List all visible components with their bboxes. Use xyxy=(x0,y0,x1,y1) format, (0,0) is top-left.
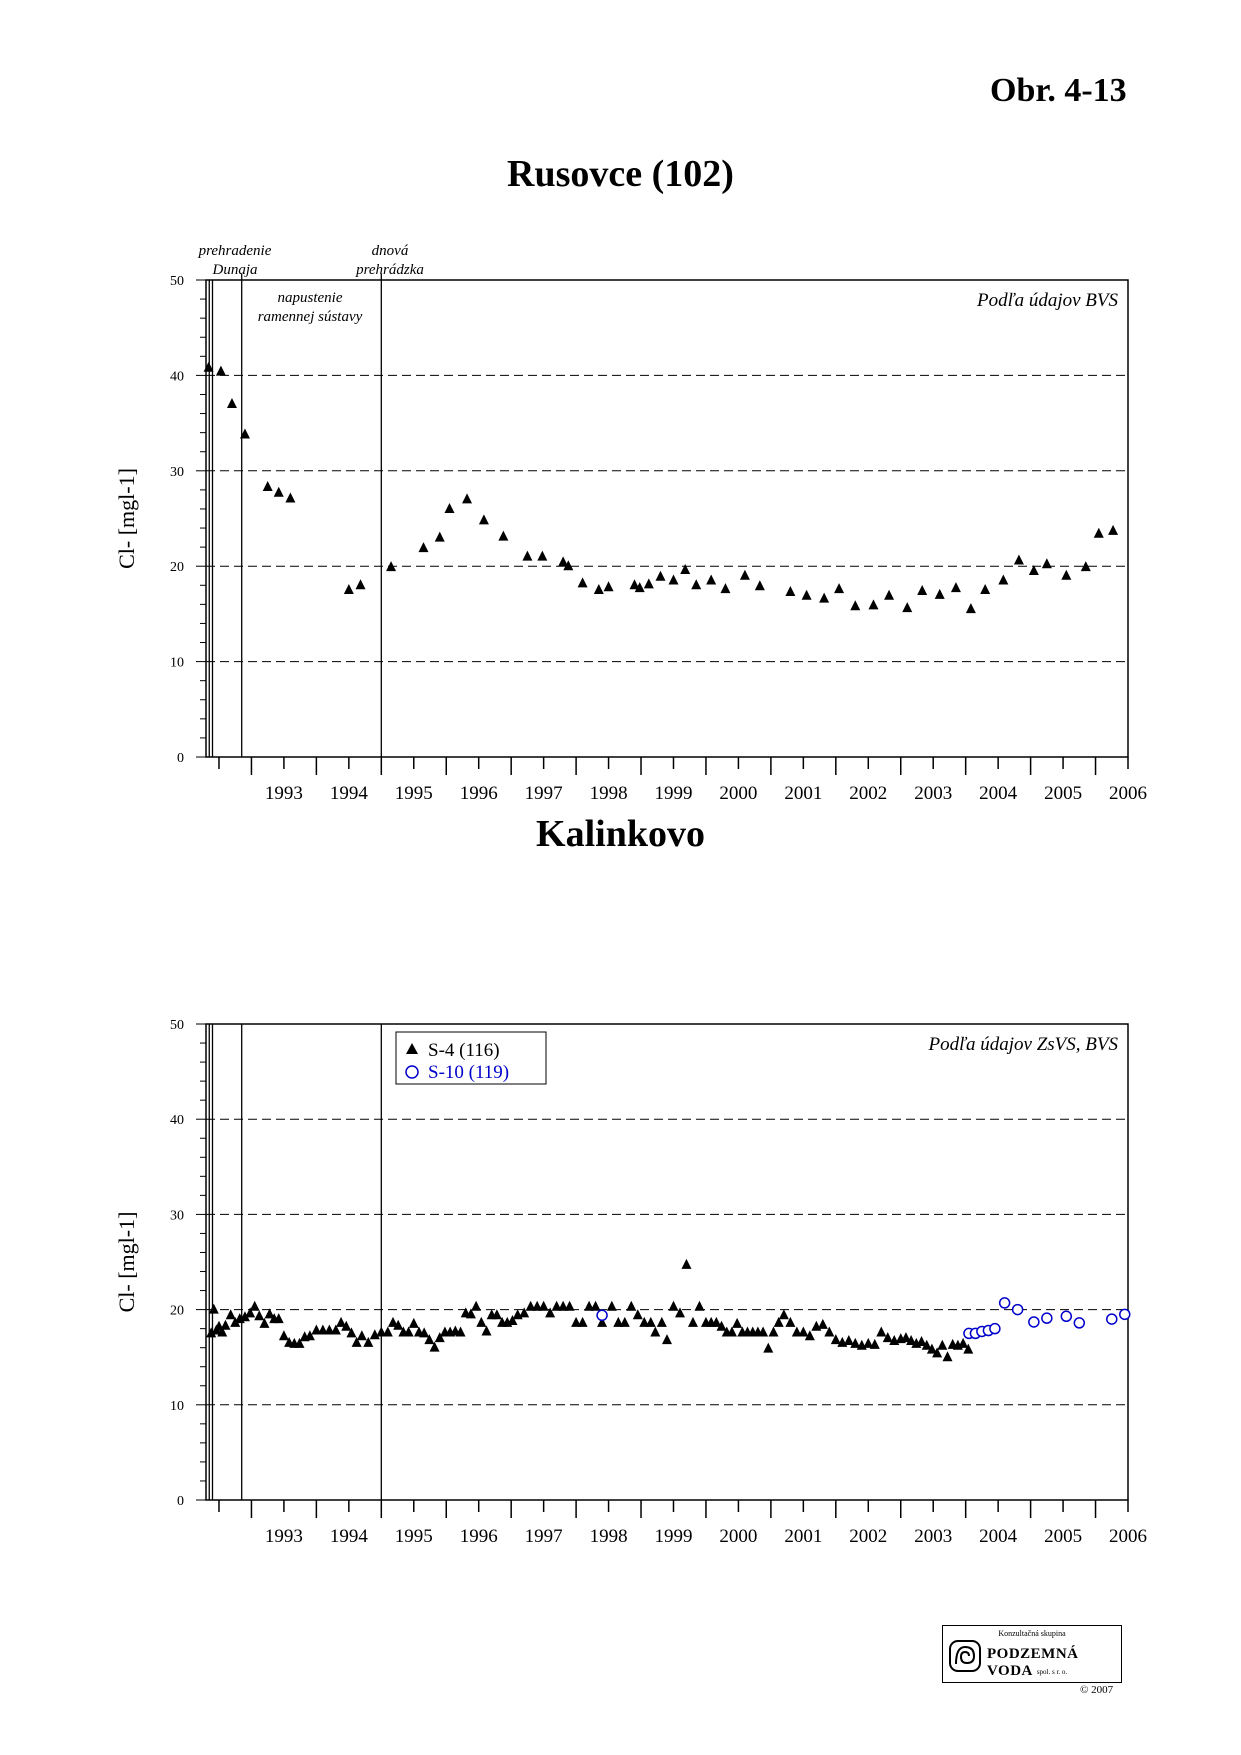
data-point-triangle xyxy=(383,1326,393,1336)
y-tick-label: 10 xyxy=(170,1398,184,1414)
data-point-triangle xyxy=(688,1317,698,1327)
data-point-triangle xyxy=(870,1339,880,1349)
x-tick-label: 2004 xyxy=(979,1526,1018,1547)
data-point-triangle xyxy=(476,1317,486,1327)
logo-line3: spol. s r. o. xyxy=(1036,1668,1068,1676)
data-point-triangle xyxy=(607,1301,617,1311)
y-tick-label: 20 xyxy=(170,560,184,576)
data-point-triangle xyxy=(220,1320,230,1330)
data-point-triangle xyxy=(633,1309,643,1319)
x-tick-label: 2000 xyxy=(719,1526,758,1547)
data-point-circle xyxy=(990,1324,1000,1334)
y-tick-label: 50 xyxy=(170,274,184,289)
x-tick-label: 2004 xyxy=(979,783,1018,804)
data-point-triangle xyxy=(951,582,961,592)
data-point-triangle xyxy=(779,1309,789,1319)
data-point-triangle xyxy=(844,1335,854,1345)
data-point-triangle xyxy=(902,602,912,612)
logo-name: PODZEMNÁ VODA xyxy=(987,1646,1079,1679)
data-point-circle xyxy=(1061,1311,1071,1321)
data-point-triangle xyxy=(409,1318,419,1328)
data-point-triangle xyxy=(1108,525,1118,535)
data-point-triangle xyxy=(657,1317,667,1327)
x-tick-label: 1999 xyxy=(654,783,693,804)
x-tick-label: 1998 xyxy=(589,1526,628,1547)
x-tick-label: 1999 xyxy=(654,1526,693,1547)
logo-line1: Konzultačná skupina xyxy=(998,1629,1066,1638)
data-point-circle xyxy=(597,1310,607,1320)
x-tick-label: 1998 xyxy=(589,783,628,804)
x-tick-label: 1995 xyxy=(394,1526,433,1547)
data-point-triangle xyxy=(591,1301,601,1311)
data-point-triangle xyxy=(732,1318,742,1328)
data-point-triangle xyxy=(1061,570,1071,580)
data-point-triangle xyxy=(868,599,878,609)
x-tick-label: 1997 xyxy=(524,1526,563,1547)
y-tick-label: 40 xyxy=(170,1113,184,1129)
x-tick-label: 2006 xyxy=(1109,783,1147,804)
y-tick-label: 50 xyxy=(170,1018,184,1033)
y-tick-label: 0 xyxy=(177,751,184,766)
data-point-triangle xyxy=(419,542,429,552)
x-tick-label: 1994 xyxy=(329,783,368,804)
x-tick-label: 2002 xyxy=(849,1526,888,1547)
data-point-triangle xyxy=(763,1343,773,1353)
data-point-triangle xyxy=(980,584,990,594)
chart-title-rusovce: Rusovce (102) xyxy=(507,153,734,195)
data-point-circle xyxy=(1042,1313,1052,1323)
data-point-triangle xyxy=(819,593,829,603)
x-tick-label: 2005 xyxy=(1044,1526,1083,1547)
chart-title-kalinkovo: Kalinkovo xyxy=(536,813,705,855)
data-point-triangle xyxy=(216,366,226,376)
plot-frame xyxy=(206,1024,1128,1500)
data-point-triangle xyxy=(1014,554,1024,564)
data-point-triangle xyxy=(656,571,666,581)
data-point-triangle xyxy=(471,1301,481,1311)
data-point-triangle xyxy=(479,514,489,524)
x-tick-label: 1996 xyxy=(459,783,498,804)
event-label: prehrádzka xyxy=(356,262,424,278)
data-point-triangle xyxy=(646,1317,656,1327)
x-tick-label: 1993 xyxy=(264,783,303,804)
data-point-triangle xyxy=(444,503,454,513)
data-point-triangle xyxy=(680,564,690,574)
event-label: dnová xyxy=(371,243,409,259)
data-point-triangle xyxy=(668,575,678,585)
data-point-triangle xyxy=(435,532,445,542)
data-point-triangle xyxy=(958,1338,968,1348)
data-point-circle xyxy=(1120,1309,1130,1319)
y-axis-label: Cl- [mgl-1] xyxy=(114,1211,139,1313)
data-point-triangle xyxy=(1042,558,1052,568)
data-point-triangle xyxy=(706,575,716,585)
data-point-triangle xyxy=(668,1301,678,1311)
x-tick-label: 2002 xyxy=(849,783,888,804)
data-point-triangle xyxy=(344,584,354,594)
data-point-triangle xyxy=(594,584,604,594)
x-tick-label: 1994 xyxy=(329,1526,368,1547)
data-point-triangle xyxy=(998,575,1008,585)
data-point-triangle xyxy=(462,493,472,503)
data-point-triangle xyxy=(578,1317,588,1327)
data-point-triangle xyxy=(498,531,508,541)
data-point-triangle xyxy=(884,590,894,600)
y-tick-label: 20 xyxy=(170,1303,184,1319)
event-label: prehradenie xyxy=(198,243,272,259)
data-point-triangle xyxy=(691,579,701,589)
data-point-triangle xyxy=(802,590,812,600)
data-point-triangle xyxy=(1094,528,1104,538)
legend-marker-circle xyxy=(406,1066,418,1078)
data-point-triangle xyxy=(226,1309,236,1319)
data-point-triangle xyxy=(644,578,654,588)
x-tick-label: 1993 xyxy=(264,1526,303,1547)
data-point-triangle xyxy=(620,1317,630,1327)
source-note: Podľa údajov ZsVS, BVS xyxy=(928,1034,1118,1055)
company-logo xyxy=(942,1625,1122,1683)
legend-label: S-10 (119) xyxy=(428,1062,510,1083)
data-point-triangle xyxy=(834,583,844,593)
x-tick-label: 2000 xyxy=(719,783,758,804)
data-point-circle xyxy=(1013,1305,1023,1315)
data-point-triangle xyxy=(850,600,860,610)
x-tick-label: 2001 xyxy=(784,783,823,804)
data-point-triangle xyxy=(935,589,945,599)
data-point-triangle xyxy=(876,1326,886,1336)
data-point-circle xyxy=(1000,1298,1010,1308)
x-tick-label: 1997 xyxy=(524,783,563,804)
data-point-triangle xyxy=(650,1326,660,1336)
plot-frame xyxy=(206,280,1128,757)
data-point-triangle xyxy=(285,492,295,502)
data-point-triangle xyxy=(357,1330,367,1340)
period-label: napustenie xyxy=(277,290,343,306)
data-point-triangle xyxy=(681,1259,691,1269)
y-tick-label: 40 xyxy=(170,369,184,385)
y-tick-label: 10 xyxy=(170,655,184,671)
period-label: ramennej sústavy xyxy=(257,309,363,325)
data-point-circle xyxy=(1029,1317,1039,1327)
data-point-circle xyxy=(1074,1318,1084,1328)
event-label: Dunaja xyxy=(212,262,258,278)
source-note: Podľa údajov BVS xyxy=(977,290,1118,311)
x-tick-label: 1995 xyxy=(394,783,433,804)
x-tick-label: 2001 xyxy=(784,1526,823,1547)
logo-copyright: © 2007 xyxy=(1080,1684,1114,1696)
x-tick-label: 2005 xyxy=(1044,783,1083,804)
data-point-triangle xyxy=(227,398,237,408)
data-point-circle xyxy=(1107,1314,1117,1324)
data-point-triangle xyxy=(768,1326,778,1336)
data-point-triangle xyxy=(966,603,976,613)
data-point-triangle xyxy=(604,581,614,591)
data-point-triangle xyxy=(818,1319,828,1329)
data-point-triangle xyxy=(740,570,750,580)
y-tick-label: 30 xyxy=(170,464,184,480)
y-tick-label: 0 xyxy=(177,1494,184,1509)
data-point-triangle xyxy=(356,579,366,589)
x-tick-label: 1996 xyxy=(459,1526,498,1547)
data-point-triangle xyxy=(937,1340,947,1350)
data-point-triangle xyxy=(565,1301,575,1311)
data-point-triangle xyxy=(279,1330,289,1340)
data-point-triangle xyxy=(694,1301,704,1311)
x-tick-label: 2003 xyxy=(914,783,953,804)
data-point-triangle xyxy=(662,1334,672,1344)
legend-label: S-4 (116) xyxy=(428,1040,500,1061)
x-tick-label: 2003 xyxy=(914,1526,953,1547)
data-point-triangle xyxy=(755,580,765,590)
y-tick-label: 30 xyxy=(170,1208,184,1224)
data-point-triangle xyxy=(942,1351,952,1361)
data-point-triangle xyxy=(720,583,730,593)
data-point-triangle xyxy=(917,585,927,595)
figure-label: Obr. 4-13 xyxy=(990,72,1127,109)
y-axis-label: Cl- [mgl-1] xyxy=(114,468,139,569)
data-point-triangle xyxy=(209,1304,219,1314)
data-point-triangle xyxy=(539,1301,549,1311)
data-point-triangle xyxy=(522,551,532,561)
data-point-triangle xyxy=(578,577,588,587)
data-point-triangle xyxy=(263,481,273,491)
data-point-triangle xyxy=(537,551,547,561)
x-tick-label: 2006 xyxy=(1109,1526,1147,1547)
data-point-triangle xyxy=(785,586,795,596)
data-point-triangle xyxy=(250,1301,260,1311)
data-point-triangle xyxy=(481,1325,491,1335)
data-point-triangle xyxy=(274,487,284,497)
data-point-triangle xyxy=(626,1301,636,1311)
data-point-triangle xyxy=(798,1326,808,1336)
data-point-triangle xyxy=(254,1310,264,1320)
